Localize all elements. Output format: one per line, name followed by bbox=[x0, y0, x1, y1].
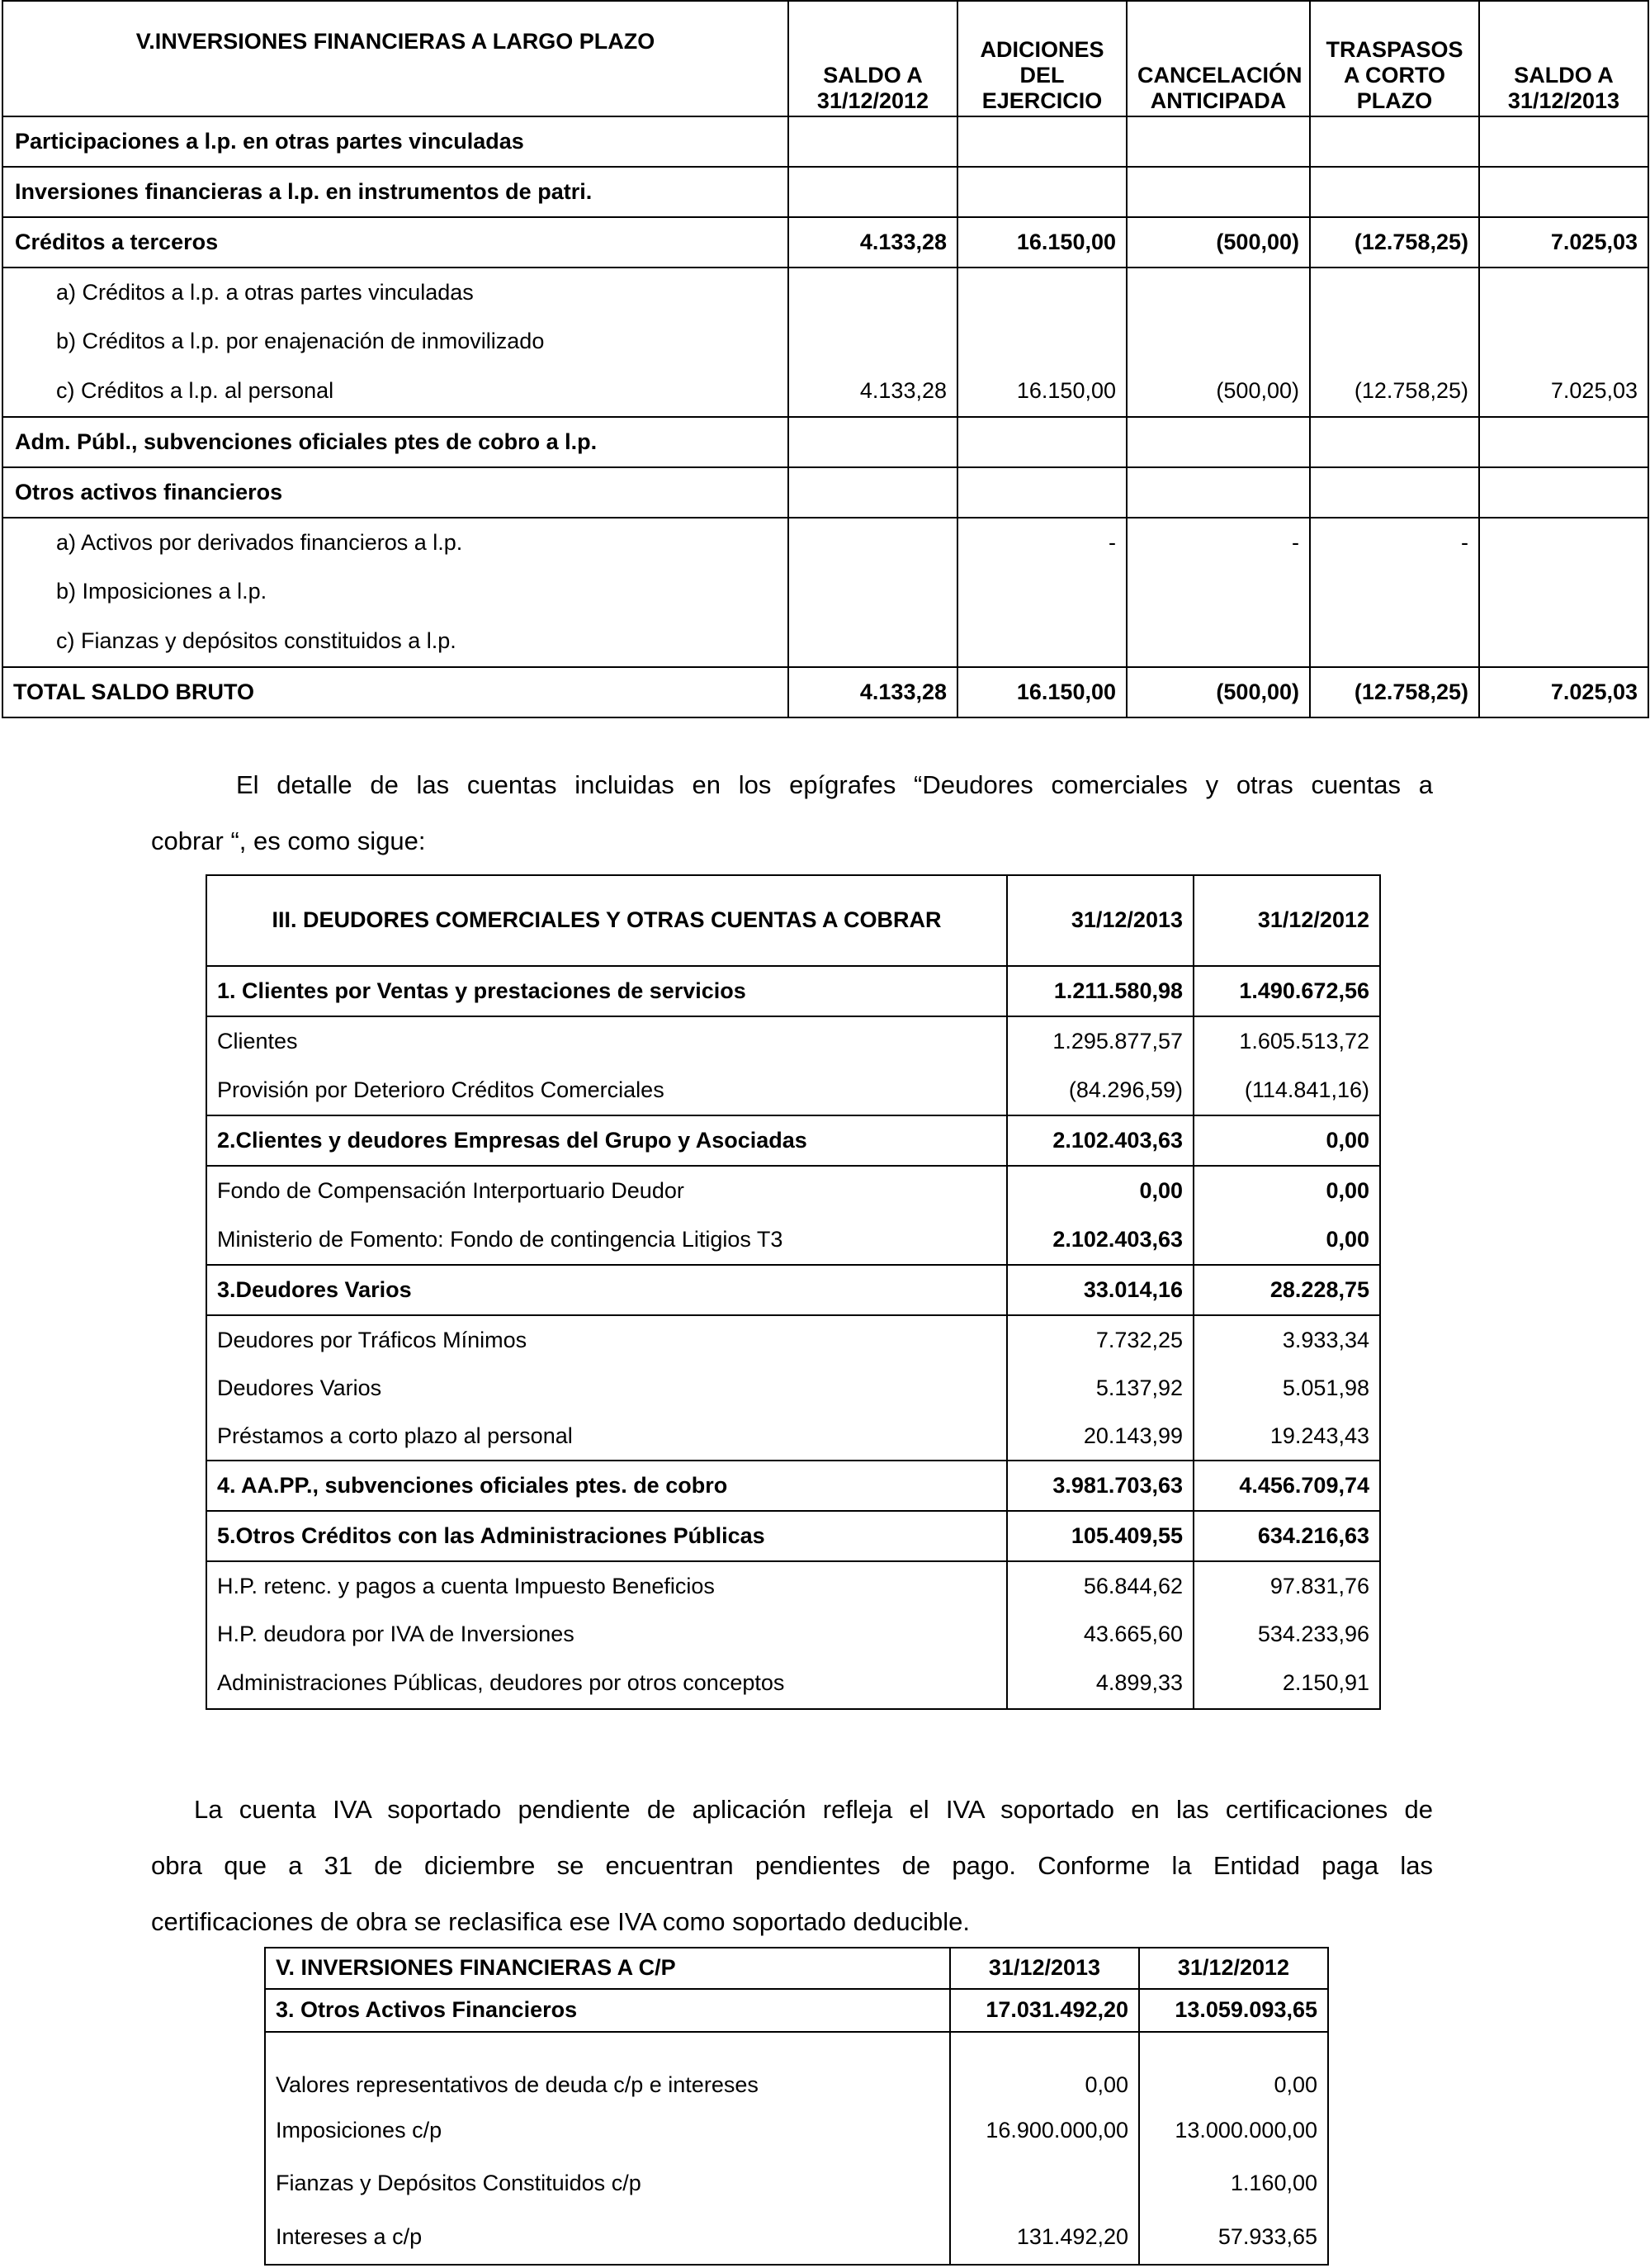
cell-value: 5.051,98 bbox=[1194, 1365, 1380, 1413]
cell-value: 16.150,00 bbox=[957, 217, 1127, 268]
paragraph-iva-soportado bbox=[151, 1782, 1433, 1950]
cell-value: 16.900.000,00 bbox=[950, 2105, 1139, 2157]
column-header-saldo-2013: SALDO A 31/12/2013 bbox=[1479, 1, 1648, 116]
row-label: Adm. Públ., subvenciones oficiales ptes de cobro a l.p. bbox=[2, 417, 788, 467]
cell-value: 3.981.703,63 bbox=[1007, 1461, 1194, 1511]
row-label: Administraciones Públicas, deudores por otros conceptos bbox=[206, 1659, 1007, 1709]
row-label: 5.Otros Créditos con las Administraciones Públicas bbox=[206, 1511, 1007, 1561]
table-row bbox=[2, 217, 1648, 268]
cell-value: 0,00 bbox=[1139, 2032, 1328, 2105]
row-label: 3.Deudores Varios bbox=[206, 1265, 1007, 1315]
row-label: H.P. retenc. y pagos a cuenta Impuesto Beneficios bbox=[206, 1561, 1007, 1611]
table-title: V. INVERSIONES FINANCIERAS A C/P bbox=[265, 1948, 950, 1989]
cell-value bbox=[950, 2157, 1139, 2210]
row-label: 2.Clientes y deudores Empresas del Grupo y Asociadas bbox=[206, 1115, 1007, 1166]
table-row bbox=[265, 2210, 1328, 2265]
column-header-2012: 31/12/2012 bbox=[1194, 875, 1380, 966]
cell-value: 0,00 bbox=[950, 2032, 1139, 2105]
cell-value: 97.831,76 bbox=[1194, 1561, 1380, 1611]
section-row bbox=[265, 1989, 1328, 2032]
cell-value: 1.211.580,98 bbox=[1007, 966, 1194, 1016]
row-label: c) Fianzas y depósitos constituidos a l.p. bbox=[2, 617, 788, 667]
cell-value: 534.233,96 bbox=[1194, 1611, 1380, 1659]
row-label: Inversiones financieras a l.p. en instrumentos de patri. bbox=[2, 167, 788, 217]
paragraph-deudores-intro bbox=[151, 757, 1433, 869]
paragraph-line: La cuenta IVA soportado pendiente de aplicación refleja el IVA soportado en las certificaciones de bbox=[194, 1795, 1433, 1824]
table-row bbox=[206, 1561, 1380, 1611]
table-row bbox=[2, 617, 1648, 667]
total-row bbox=[2, 667, 1648, 717]
long-term-investments-table bbox=[2, 0, 1649, 718]
table-row bbox=[206, 1166, 1380, 1215]
table-row bbox=[2, 116, 1648, 167]
table-row bbox=[206, 1659, 1380, 1709]
cell-value: (84.296,59) bbox=[1007, 1066, 1194, 1115]
row-label: c) Créditos a l.p. al personal bbox=[2, 367, 788, 417]
cell-value: 2.102.403,63 bbox=[1007, 1115, 1194, 1166]
column-header-traspasos: TRASPASOS A CORTO PLAZO bbox=[1310, 1, 1479, 116]
cell-value: 13.059.093,65 bbox=[1139, 1989, 1328, 2032]
cell-value: 634.216,63 bbox=[1194, 1511, 1380, 1561]
table-row bbox=[2, 467, 1648, 518]
table-title: V.INVERSIONES FINANCIERAS A LARGO PLAZO bbox=[2, 1, 788, 116]
table-row bbox=[206, 1066, 1380, 1115]
cell-value: 57.933,65 bbox=[1139, 2210, 1328, 2265]
row-label: Provisión por Deterioro Créditos Comerciales bbox=[206, 1066, 1007, 1115]
table-row bbox=[206, 1016, 1380, 1066]
table-row bbox=[2, 518, 1648, 567]
cell-value: 16.150,00 bbox=[957, 667, 1127, 717]
table-row bbox=[265, 2032, 1328, 2105]
column-header-adiciones: ADICIONES DEL EJERCICIO bbox=[957, 1, 1127, 116]
cell-value: - bbox=[957, 518, 1127, 567]
cell-value: 4.899,33 bbox=[1007, 1659, 1194, 1709]
table-row bbox=[206, 1215, 1380, 1265]
table-row bbox=[206, 1365, 1380, 1413]
cell-value: (12.758,25) bbox=[1310, 667, 1479, 717]
row-label: 4. AA.PP., subvenciones oficiales ptes. de cobro bbox=[206, 1461, 1007, 1511]
short-term-investments-table bbox=[264, 1947, 1329, 2266]
cell-value: 1.605.513,72 bbox=[1194, 1016, 1380, 1066]
cell-value: (500,00) bbox=[1127, 217, 1310, 268]
cell-value: 43.665,60 bbox=[1007, 1611, 1194, 1659]
cell-value: 33.014,16 bbox=[1007, 1265, 1194, 1315]
cell-value: 56.844,62 bbox=[1007, 1561, 1194, 1611]
paragraph-line: El detalle de las cuentas incluidas en los epígrafes “Deudores comerciales y otras cuentas a bbox=[236, 770, 1433, 799]
cell-value: 0,00 bbox=[1194, 1115, 1380, 1166]
cell-value: 4.133,28 bbox=[788, 367, 957, 417]
cell-value: 2.150,91 bbox=[1194, 1659, 1380, 1709]
cell-value: 7.025,03 bbox=[1479, 217, 1648, 268]
row-label: a) Activos por derivados financieros a l.p. bbox=[2, 518, 788, 567]
cell-value: 0,00 bbox=[1007, 1166, 1194, 1215]
section-row bbox=[206, 1511, 1380, 1561]
column-header-saldo-2012: SALDO A 31/12/2012 bbox=[788, 1, 957, 116]
cell-value: - bbox=[1310, 518, 1479, 567]
cell-value: 0,00 bbox=[1194, 1166, 1380, 1215]
table-header-row bbox=[265, 1948, 1328, 1989]
table-row bbox=[265, 2157, 1328, 2210]
row-label: TOTAL SALDO BRUTO bbox=[2, 667, 788, 717]
row-label: b) Imposiciones a l.p. bbox=[2, 567, 788, 617]
row-label: a) Créditos a l.p. a otras partes vinculadas bbox=[2, 268, 788, 317]
table-row bbox=[2, 367, 1648, 417]
table-row bbox=[2, 417, 1648, 467]
row-label: 3. Otros Activos Financieros bbox=[265, 1989, 950, 2032]
row-label: Valores representativos de deuda c/p e intereses bbox=[265, 2032, 950, 2105]
cell-value: (500,00) bbox=[1127, 367, 1310, 417]
row-label: Otros activos financieros bbox=[2, 467, 788, 518]
cell-value: 1.160,00 bbox=[1139, 2157, 1328, 2210]
row-label: Clientes bbox=[206, 1016, 1007, 1066]
cell-value: 0,00 bbox=[1194, 1215, 1380, 1265]
table-row bbox=[2, 317, 1648, 367]
row-label: Fianzas y Depósitos Constituidos c/p bbox=[265, 2157, 950, 2210]
table-header-row bbox=[2, 1, 1648, 116]
column-header-2013: 31/12/2013 bbox=[1007, 875, 1194, 966]
cell-value: - bbox=[1127, 518, 1310, 567]
cell-value: 4.133,28 bbox=[788, 217, 957, 268]
cell-value: 7.025,03 bbox=[1479, 367, 1648, 417]
table-row bbox=[2, 268, 1648, 317]
table-row bbox=[206, 1413, 1380, 1461]
section-row bbox=[206, 1461, 1380, 1511]
cell-value: 3.933,34 bbox=[1194, 1315, 1380, 1365]
row-label: Ministerio de Fomento: Fondo de contingencia Litigios T3 bbox=[206, 1215, 1007, 1265]
cell-value: 105.409,55 bbox=[1007, 1511, 1194, 1561]
cell-value: 7.732,25 bbox=[1007, 1315, 1194, 1365]
table-row bbox=[2, 567, 1648, 617]
cell-value: 20.143,99 bbox=[1007, 1413, 1194, 1461]
row-label: H.P. deudora por IVA de Inversiones bbox=[206, 1611, 1007, 1659]
row-label: Intereses a c/p bbox=[265, 2210, 950, 2265]
section-row bbox=[206, 1265, 1380, 1315]
row-label: Préstamos a corto plazo al personal bbox=[206, 1413, 1007, 1461]
table-header-row bbox=[206, 875, 1380, 966]
table-title: III. DEUDORES COMERCIALES Y OTRAS CUENTAS A COBRAR bbox=[206, 875, 1007, 966]
table-row bbox=[2, 167, 1648, 217]
row-label: Deudores Varios bbox=[206, 1365, 1007, 1413]
row-label: Participaciones a l.p. en otras partes vinculadas bbox=[2, 116, 788, 167]
column-header-cancelacion: CANCELACIÓN ANTICIPADA bbox=[1127, 1, 1310, 116]
row-label: Deudores por Tráficos Mínimos bbox=[206, 1315, 1007, 1365]
cell-value: 28.228,75 bbox=[1194, 1265, 1380, 1315]
cell-value: 4.456.709,74 bbox=[1194, 1461, 1380, 1511]
cell-value: (12.758,25) bbox=[1310, 217, 1479, 268]
cell-value: (12.758,25) bbox=[1310, 367, 1479, 417]
column-header-2012: 31/12/2012 bbox=[1139, 1948, 1328, 1989]
section-row bbox=[206, 1115, 1380, 1166]
cell-value: 17.031.492,20 bbox=[950, 1989, 1139, 2032]
column-header-2013: 31/12/2013 bbox=[950, 1948, 1139, 1989]
cell-value: 1.490.672,56 bbox=[1194, 966, 1380, 1016]
cell-value: 7.025,03 bbox=[1479, 667, 1648, 717]
cell-value: 13.000.000,00 bbox=[1139, 2105, 1328, 2157]
paragraph-line: cobrar “, es como sigue: bbox=[151, 826, 426, 855]
deudores-comerciales-table bbox=[206, 874, 1381, 1710]
cell-value: 5.137,92 bbox=[1007, 1365, 1194, 1413]
cell-value: (500,00) bbox=[1127, 667, 1310, 717]
row-label: Fondo de Compensación Interportuario Deudor bbox=[206, 1166, 1007, 1215]
section-row bbox=[206, 966, 1380, 1016]
table-row bbox=[206, 1611, 1380, 1659]
row-label: Créditos a terceros bbox=[2, 217, 788, 268]
paragraph-line: certificaciones de obra se reclasifica ese IVA como soportado deducible. bbox=[151, 1907, 970, 1936]
table-row bbox=[265, 2105, 1328, 2157]
cell-value: 2.102.403,63 bbox=[1007, 1215, 1194, 1265]
cell-value: 1.295.877,57 bbox=[1007, 1016, 1194, 1066]
row-label: b) Créditos a l.p. por enajenación de inmovilizado bbox=[2, 317, 788, 367]
cell-value: 16.150,00 bbox=[957, 367, 1127, 417]
row-label: Imposiciones c/p bbox=[265, 2105, 950, 2157]
cell-value: 19.243,43 bbox=[1194, 1413, 1380, 1461]
cell-value: 131.492,20 bbox=[950, 2210, 1139, 2265]
paragraph-line: obra que a 31 de diciembre se encuentran pendientes de pago. Conforme la Entidad paga las bbox=[151, 1851, 1433, 1880]
row-label: 1. Clientes por Ventas y prestaciones de servicios bbox=[206, 966, 1007, 1016]
cell-value: 4.133,28 bbox=[788, 667, 957, 717]
cell-value: (114.841,16) bbox=[1194, 1066, 1380, 1115]
table-row bbox=[206, 1315, 1380, 1365]
